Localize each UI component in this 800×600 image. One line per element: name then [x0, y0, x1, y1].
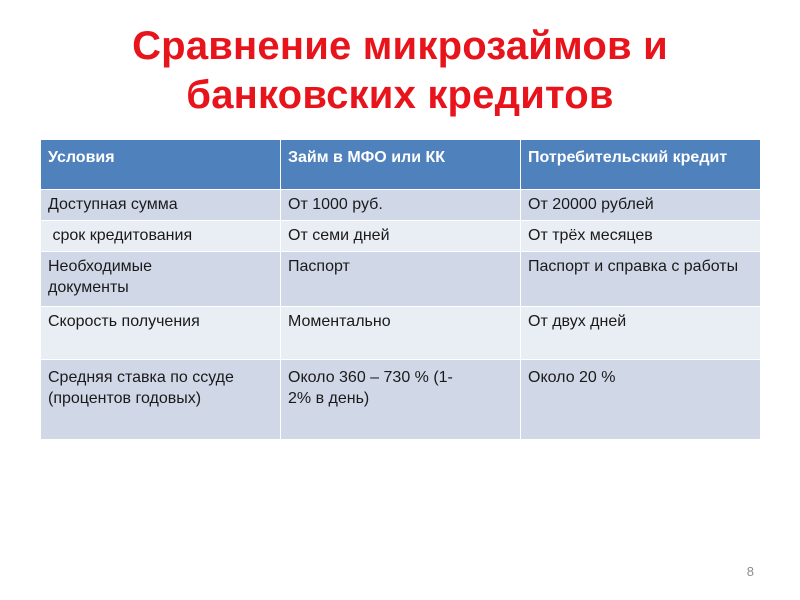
table-row — [41, 360, 761, 440]
table-cell: Паспорт — [281, 252, 521, 307]
slide-title-line-1: Сравнение микрозаймов и — [132, 24, 668, 68]
table-row — [41, 307, 761, 360]
table-header-row — [41, 140, 761, 190]
table-cell: Необходимые документы — [41, 252, 281, 307]
header-cell-consumer-credit-text: Потребительский кредит — [528, 149, 728, 166]
table-cell: От семи дней — [281, 221, 521, 252]
table-cell: срок кредитования — [41, 221, 281, 252]
table-cell: Моментально — [281, 307, 521, 360]
table-cell: От 20000 рублей — [521, 190, 761, 221]
table-row — [41, 221, 761, 252]
header-cell-mfo-loan: Займ в МФО или КК — [281, 140, 521, 190]
comparison-table — [40, 139, 761, 440]
table-cell: Скорость получения — [41, 307, 281, 360]
table-cell: Около 360 – 730 % (1-2% в день) — [281, 360, 521, 440]
table-cell: От трёх месяцев — [521, 221, 761, 252]
table-cell: От 1000 руб. — [281, 190, 521, 221]
header-cell-consumer-credit — [521, 140, 761, 190]
table-cell: От двух дней — [521, 307, 761, 360]
table-cell: Доступная сумма — [41, 190, 281, 221]
table-cell: Средняя ставка по ссуде (процентов годовых) — [41, 360, 281, 440]
header-cell-conditions: Условия — [41, 140, 281, 190]
table-cell: Около 20 % — [521, 360, 761, 440]
table-row — [41, 252, 761, 307]
page-number: 8 — [746, 564, 754, 579]
slide-title — [40, 22, 760, 120]
slide-title-line-2: банковских кредитов — [186, 73, 614, 117]
table-row — [41, 190, 761, 221]
table-cell: Паспорт и справка с работы — [521, 252, 761, 307]
